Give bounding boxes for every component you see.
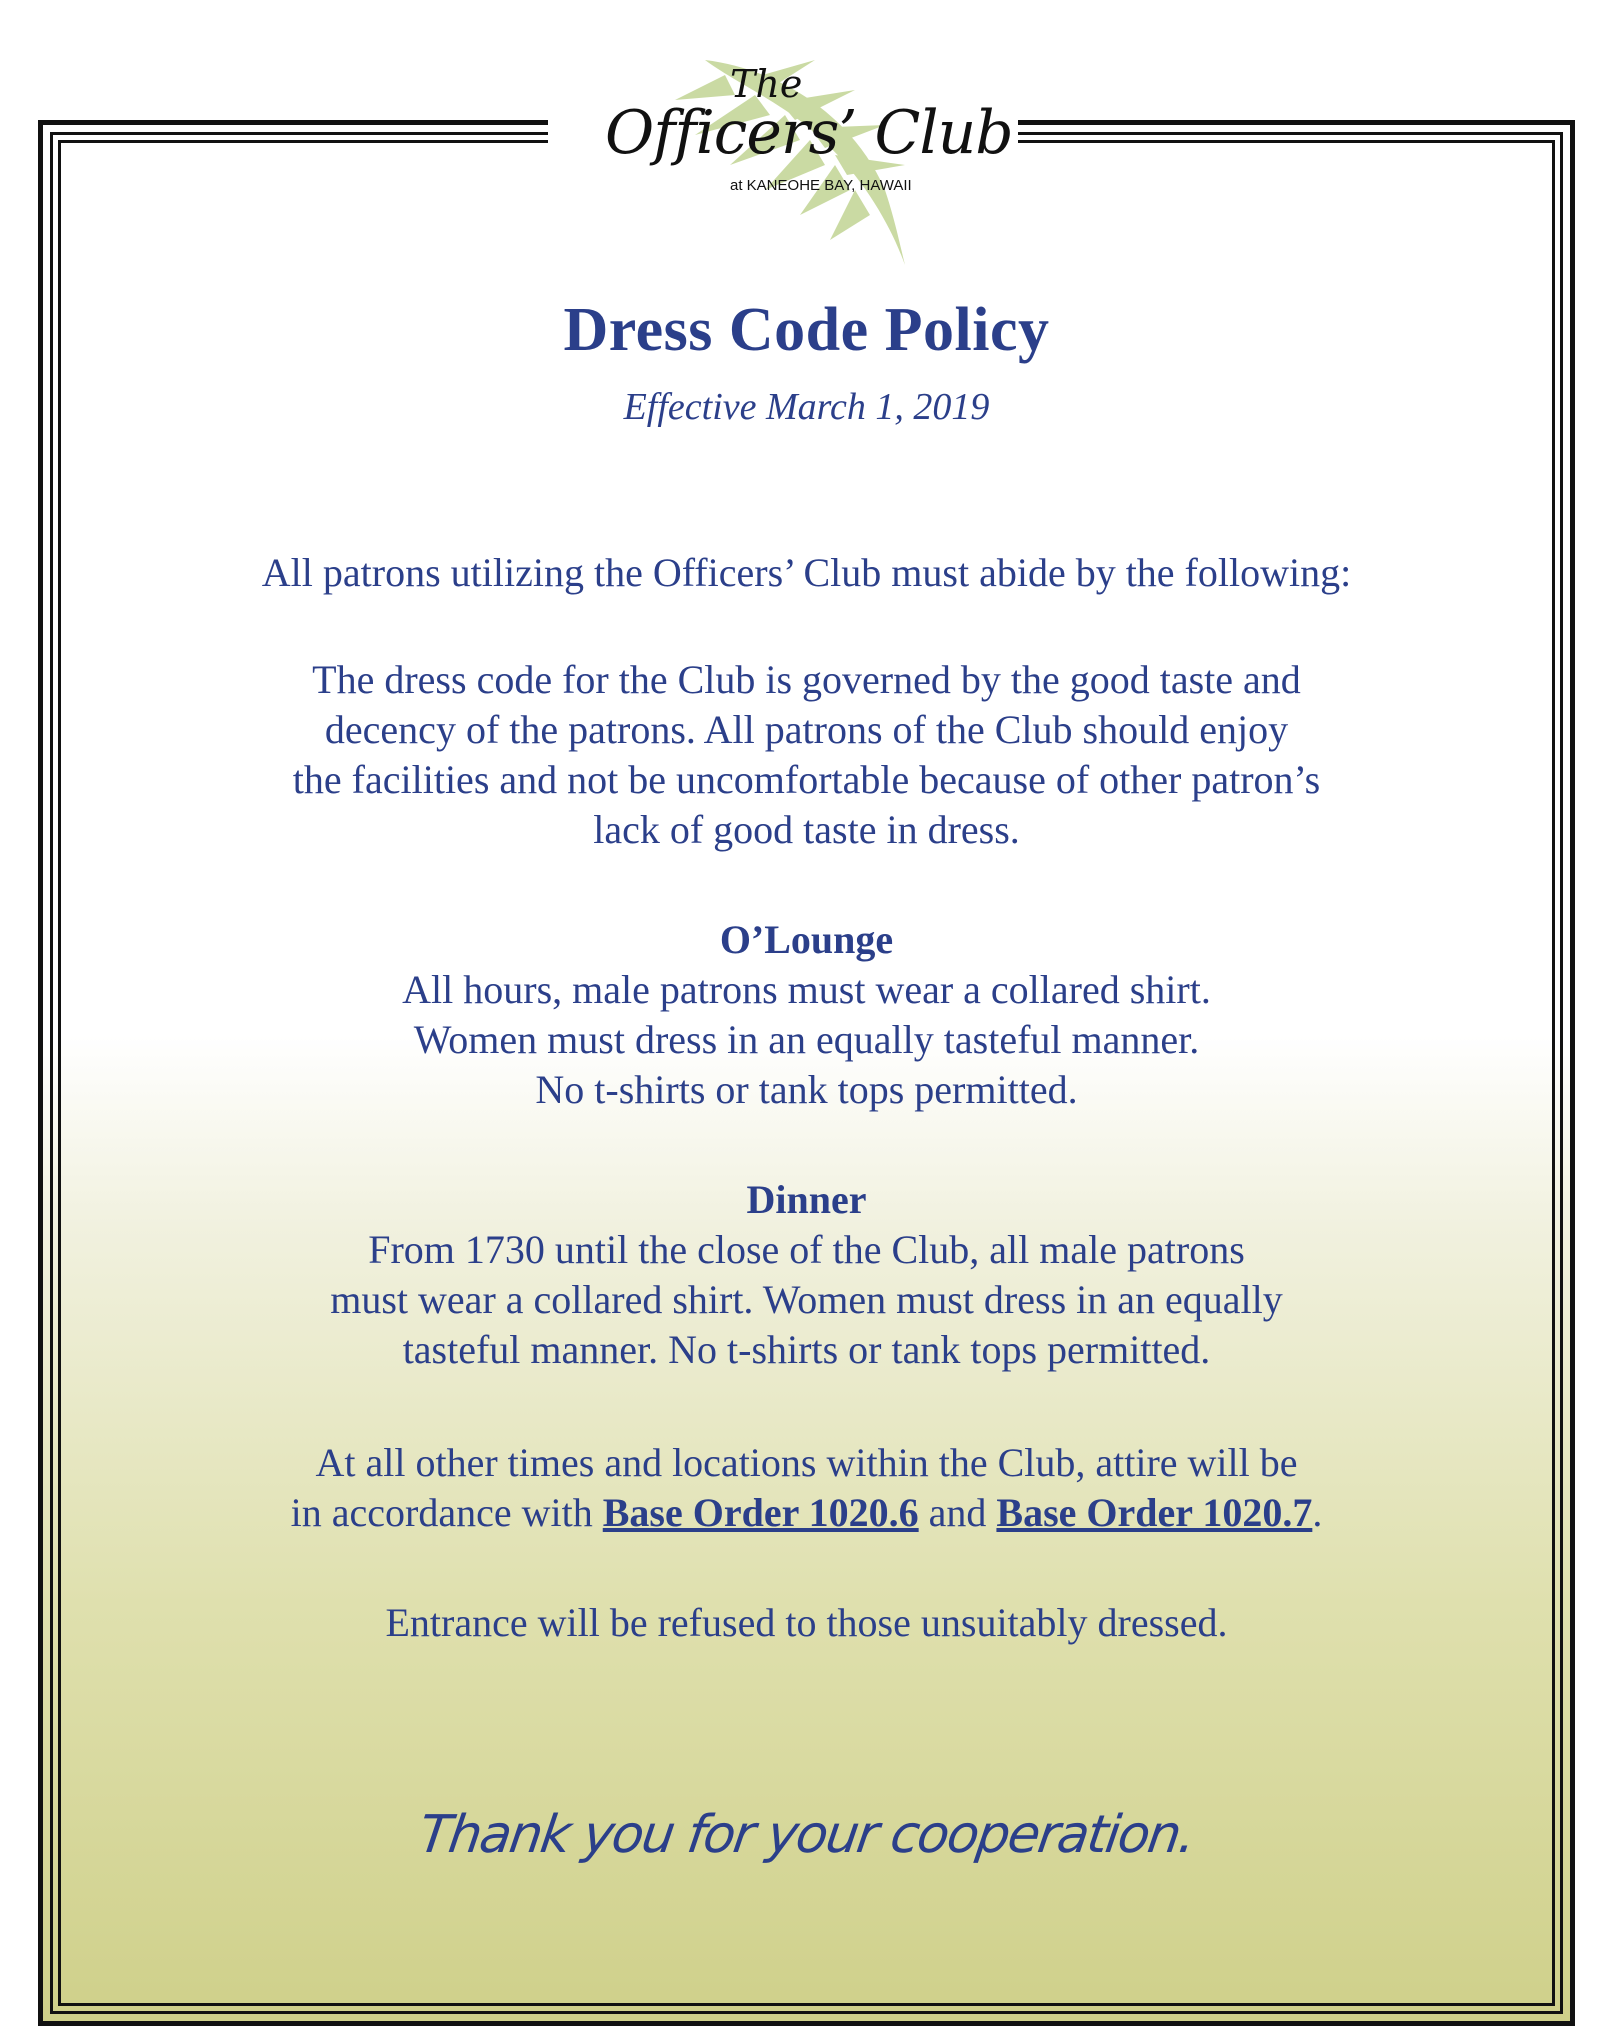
dinner-paragraph bbox=[38, 1225, 1575, 1375]
refusal-text: Entrance will be refused to those unsuitably dressed. bbox=[385, 1600, 1228, 1645]
intro-text: All patrons utilizing the Officers’ Club must abide by the following: bbox=[261, 550, 1352, 595]
logo-the: The bbox=[730, 62, 803, 106]
effective-date: Effective March 1, 2019 bbox=[623, 386, 990, 428]
other-paragraph bbox=[38, 1438, 1575, 1538]
lounge-heading: O’Lounge bbox=[719, 917, 894, 962]
dinner-line: must wear a collared shirt. Women must dress in an equally bbox=[330, 1277, 1283, 1322]
page-title: Dress Code Policy bbox=[563, 296, 1050, 364]
general-line: lack of good taste in dress. bbox=[593, 807, 1020, 852]
thank-you-signature: Thank you for your cooperation. bbox=[415, 1805, 1198, 1865]
general-line: the facilities and not be uncomfortable because of other patron’s bbox=[292, 757, 1321, 802]
other-conj: and bbox=[918, 1490, 997, 1535]
general-line: The dress code for the Club is governed by the good taste and bbox=[312, 657, 1301, 702]
other-line-2 bbox=[38, 1488, 1575, 1538]
lounge-line: No t-shirts or tank tops permitted. bbox=[535, 1067, 1078, 1112]
general-paragraph bbox=[38, 655, 1575, 855]
other-prefix: in accordance with bbox=[290, 1490, 603, 1535]
dinner-line: tasteful manner. No t-shirts or tank tops permitted. bbox=[402, 1327, 1211, 1372]
base-order-1020-6-link[interactable]: Base Order 1020.6 bbox=[602, 1490, 919, 1535]
lounge-line: Women must dress in an equally tasteful manner. bbox=[413, 1017, 1200, 1062]
other-end: . bbox=[1312, 1490, 1323, 1535]
base-order-1020-7-link[interactable]: Base Order 1020.7 bbox=[996, 1490, 1313, 1535]
logo-officers-club: Officers’ Club bbox=[605, 98, 1013, 168]
club-logo bbox=[555, 40, 1025, 270]
dinner-heading: Dinner bbox=[746, 1177, 867, 1222]
dinner-line: From 1730 until the close of the Club, all male patrons bbox=[368, 1227, 1245, 1272]
logo-tagline: at KANEOHE BAY, HAWAII bbox=[730, 177, 912, 194]
lounge-line: All hours, male patrons must wear a collared shirt. bbox=[402, 967, 1211, 1012]
lounge-paragraph bbox=[38, 965, 1575, 1115]
general-line: decency of the patrons. All patrons of the Club should enjoy bbox=[324, 707, 1289, 752]
other-line-1: At all other times and locations within the Club, attire will be bbox=[315, 1440, 1298, 1485]
